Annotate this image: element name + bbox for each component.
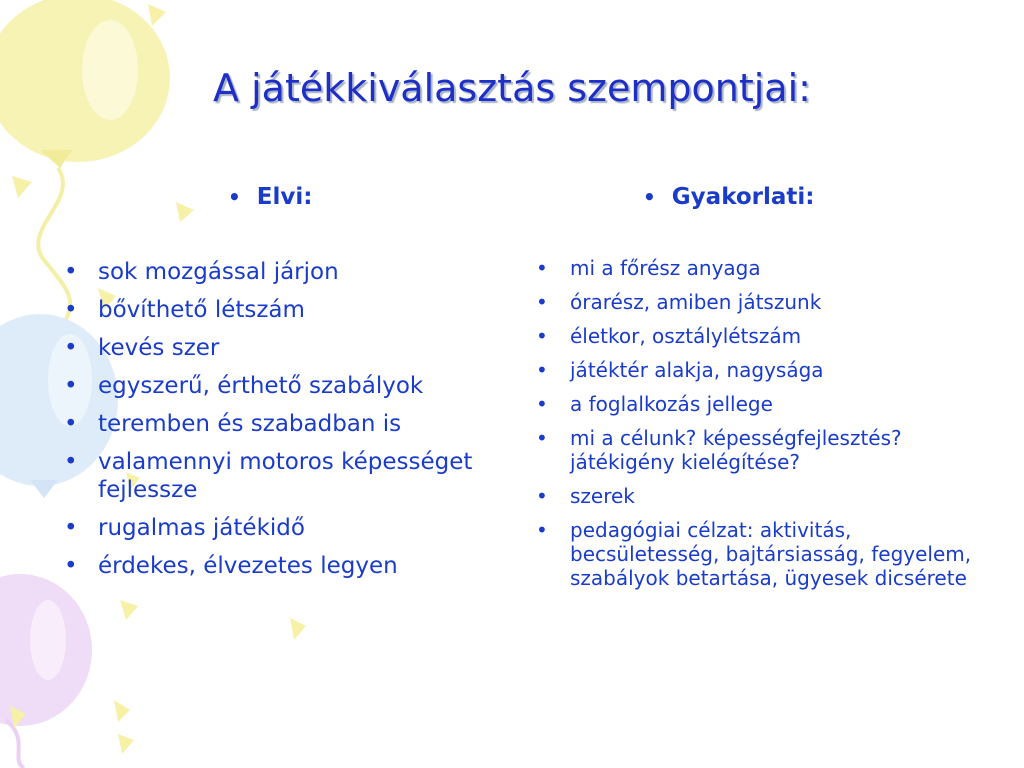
right-bullet-list <box>532 256 972 600</box>
list-item: • pedagógiai célzat: aktivitás, becsületesség, bajtársiasság, fegyelem, szabályok betartása, ügyesek dicsérete <box>532 518 972 590</box>
list-item: • szerek <box>532 484 972 508</box>
left-heading-label: Elvi: <box>256 184 313 210</box>
list-item: • érdekes, élvezetes legyen <box>60 552 500 580</box>
list-item: • bővíthető létszám <box>60 296 500 324</box>
left-column-heading <box>228 184 312 210</box>
list-item: • egyszerű, érthető szabályok <box>60 372 500 400</box>
bullet-icon: • <box>228 185 241 209</box>
list-item: • teremben és szabadban is <box>60 410 500 438</box>
left-bullet-list <box>60 258 500 590</box>
list-item: • sok mozgással járjon <box>60 258 500 286</box>
right-heading-label: Gyakorlati: <box>671 184 815 210</box>
list-item: • mi a főrész anyaga <box>532 256 972 280</box>
list-item: • órarész, amiben játszunk <box>532 290 972 314</box>
list-item: • játéktér alakja, nagysága <box>532 358 972 382</box>
list-item: • valamennyi motoros képességet fejlessze <box>60 448 500 504</box>
list-item: • életkor, osztálylétszám <box>532 324 972 348</box>
slide-title: A játékkiválasztás szempontjai: <box>213 66 811 110</box>
list-item: • a foglalkozás jellege <box>532 392 972 416</box>
right-column-heading <box>643 184 815 210</box>
list-item: • kevés szer <box>60 334 500 362</box>
list-item: • rugalmas játékidő <box>60 514 500 542</box>
bullet-icon: • <box>643 185 656 209</box>
list-item: • mi a célunk? képességfejlesztés? játékigény kielégítése? <box>532 426 972 474</box>
